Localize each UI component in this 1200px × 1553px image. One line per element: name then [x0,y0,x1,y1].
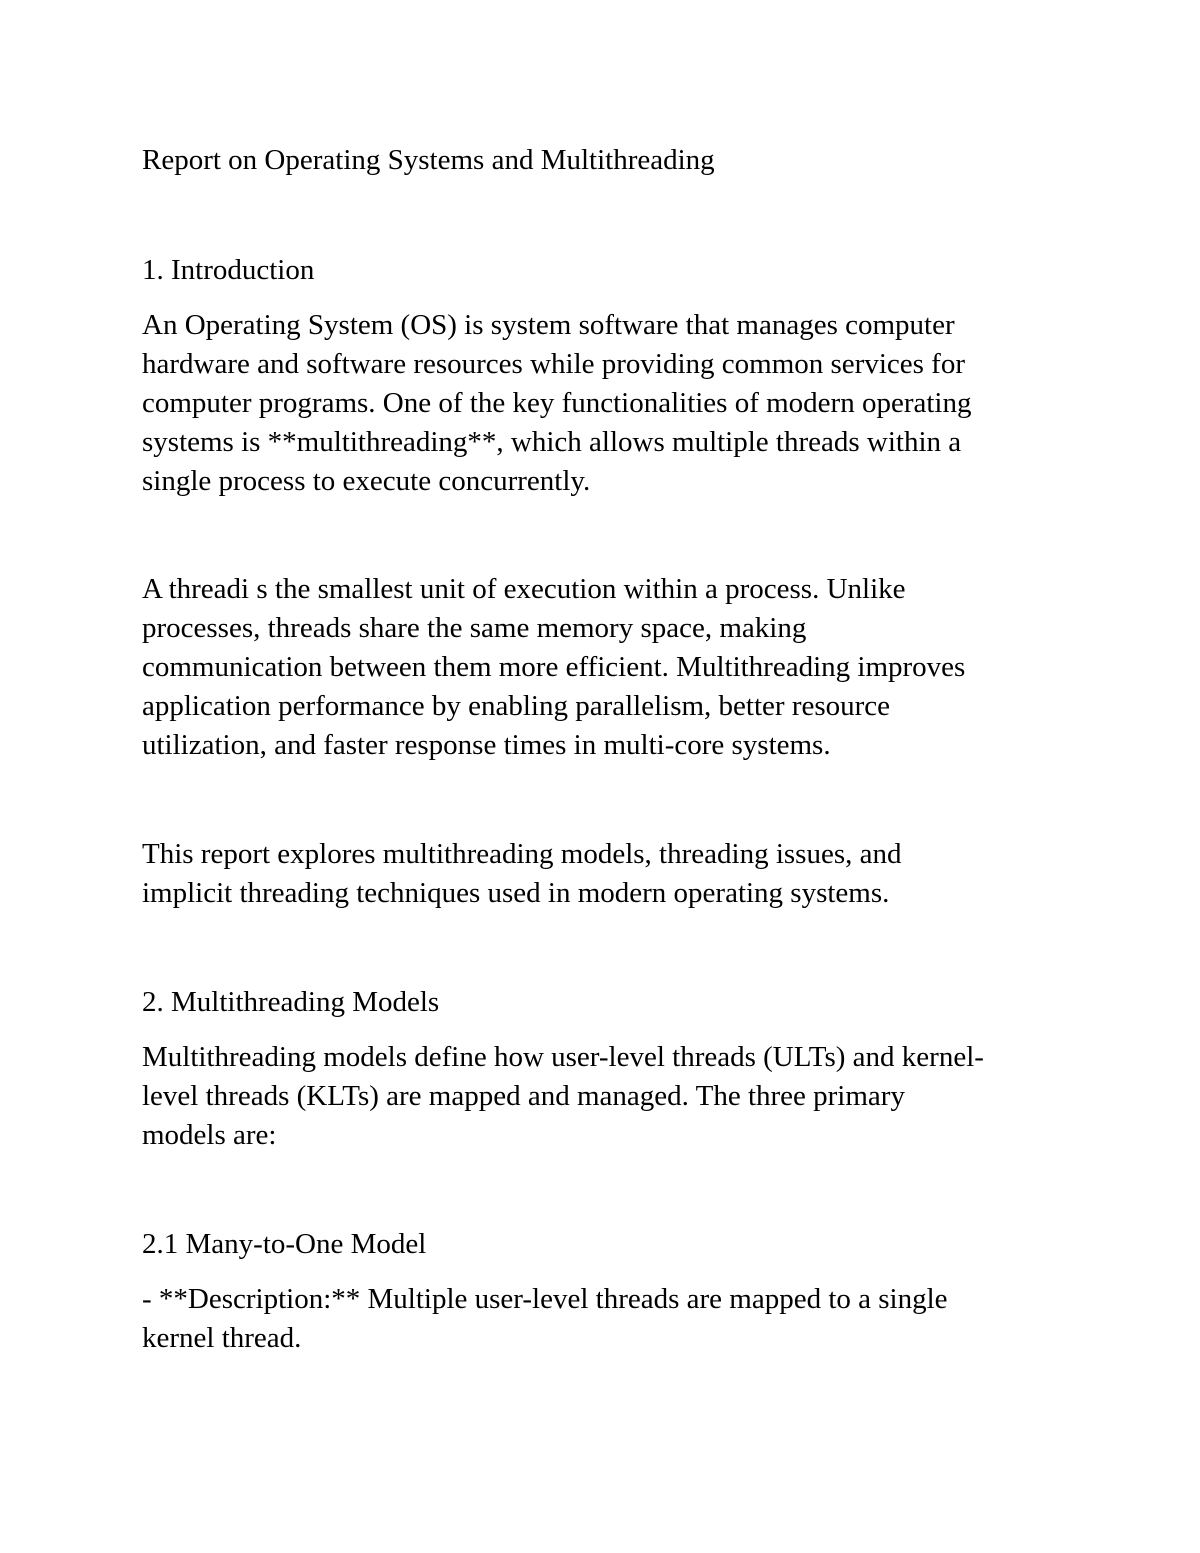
text-line: single process to execute concurrently. [142,465,591,497]
text-line: communication between them more efficient. Multithreading improves [142,651,966,683]
section-heading-multithreading-models: 2. Multithreading Models [142,986,440,1018]
text-line: models are: [142,1119,277,1151]
section-heading-introduction: 1. Introduction [142,254,315,286]
text-line: This report explores multithreading models, threading issues, and [142,838,902,870]
text-line: hardware and software resources while providing common services for [142,348,965,380]
text-line: implicit threading techniques used in modern operating systems. [142,877,890,909]
section-heading-many-to-one: 2.1 Many-to-One Model [142,1228,427,1260]
text-line: level threads (KLTs) are mapped and managed. The three primary [142,1080,905,1112]
text-line: - **Description:** Multiple user-level threads are mapped to a single [142,1283,948,1315]
text-line: Multithreading models define how user-level threads (ULTs) and kernel- [142,1041,984,1073]
text-line: An Operating System (OS) is system software that manages computer [142,309,955,341]
text-line: A threadi s the smallest unit of execution within a process. Unlike [142,573,906,605]
text-line: application performance by enabling parallelism, better resource [142,690,891,722]
text-line: systems is **multithreading**, which allows multiple threads within a [142,426,962,458]
text-line: processes, threads share the same memory space, making [142,612,807,644]
text-line: kernel thread. [142,1322,302,1354]
text-line: utilization, and faster response times in multi-core systems. [142,729,831,761]
text-line: computer programs. One of the key functionalities of modern operating [142,387,972,419]
document-title: Report on Operating Systems and Multithreading [142,144,715,176]
